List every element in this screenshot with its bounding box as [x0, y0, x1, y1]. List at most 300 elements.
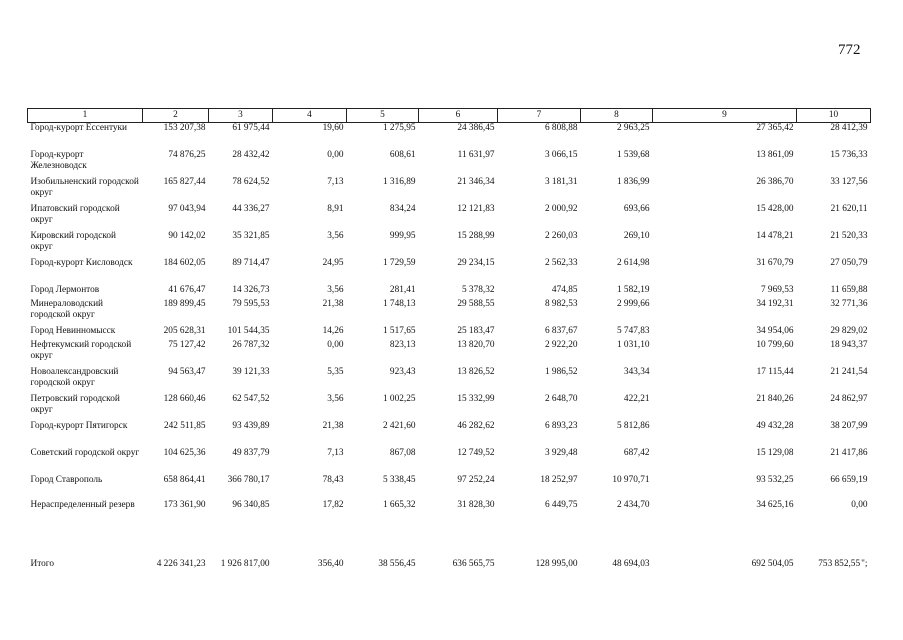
cell-col-8 [581, 123, 653, 151]
cell-value: 636 565,75 [452, 559, 495, 569]
row-name: Город-курорт Кисловодск [30, 258, 133, 268]
table-row [28, 123, 871, 151]
cell-value: 687,42 [623, 448, 650, 458]
cell-col-6 [419, 231, 498, 258]
cell-col-2 [143, 123, 209, 151]
cell-value: 39 121,33 [232, 367, 270, 377]
cell-value: 2 562,33 [544, 258, 578, 268]
cell-col-3 [209, 500, 273, 527]
cell-col-2 [143, 475, 209, 489]
cell-value: 11 631,97 [457, 150, 495, 160]
cell-col-10 [797, 500, 871, 527]
cell-value: 0,00 [327, 340, 344, 350]
cell-col-5 [347, 394, 419, 421]
cell-col-10 [797, 231, 871, 258]
cell-col-9 [653, 559, 797, 576]
cell-value: 1 031,10 [616, 340, 650, 350]
table-row [28, 448, 871, 475]
table-row [28, 285, 871, 299]
cell-col-9 [653, 150, 797, 177]
cell-value: 101 544,35 [227, 326, 270, 336]
cell-col-10 [797, 150, 871, 177]
cell-value: 29 234,15 [457, 258, 495, 268]
cell-col-7 [498, 448, 581, 475]
cell-value: 27 365,42 [756, 123, 794, 133]
cell-value: 3 066,15 [544, 150, 578, 160]
cell-value: 19,60 [322, 123, 344, 133]
cell-value: 28 432,42 [232, 150, 270, 160]
cell-value: 2 922,20 [544, 340, 578, 350]
cell-value: 422,21 [623, 394, 650, 404]
cell-value: 34 954,06 [756, 326, 794, 336]
cell-value: 24 386,45 [457, 123, 495, 133]
cell-value: 75 127,42 [168, 340, 206, 350]
row-name: Город Невинномысск [30, 326, 116, 336]
cell-value: 74 876,25 [168, 150, 206, 160]
cell-col-8 [581, 285, 653, 299]
cell-value: 5 747,83 [616, 326, 650, 336]
cell-col-3 [209, 326, 273, 340]
cell-value: 2 260,03 [544, 231, 578, 241]
cell-col-7 [498, 340, 581, 367]
column-header-3: 3 [209, 109, 273, 123]
cell-col-8 [581, 299, 653, 326]
cell-col-8 [581, 500, 653, 527]
cell-value: 35 321,85 [232, 231, 270, 241]
cell-col-8 [581, 150, 653, 177]
cell-value: 2 421,60 [382, 421, 416, 431]
cell-col-5 [347, 475, 419, 489]
cell-value: 21 620,11 [830, 204, 868, 214]
cell-value: 5,35 [327, 367, 344, 377]
cell-value: 1 582,19 [616, 285, 650, 295]
cell-value: 7 969,53 [760, 285, 794, 295]
cell-col-10 [797, 123, 871, 151]
closing-quote-mark: "; [861, 559, 868, 569]
cell-col-6 [419, 340, 498, 367]
cell-value: 17,82 [322, 500, 344, 510]
cell-col-7 [498, 123, 581, 151]
cell-value: 6 449,75 [544, 500, 578, 510]
column-header-4: 4 [273, 109, 347, 123]
cell-value: 2 648,70 [544, 394, 578, 404]
cell-value: 31 828,30 [457, 500, 495, 510]
cell-col-5 [347, 559, 419, 576]
row-name: Кировский городской округ [30, 231, 117, 252]
column-header-8: 8 [581, 109, 653, 123]
cell-value: 49 432,28 [756, 421, 794, 431]
cell-col-2 [143, 204, 209, 231]
cell-value: 2 000,92 [544, 204, 578, 214]
cell-col-7 [498, 150, 581, 177]
table-row [28, 204, 871, 231]
table-row [28, 258, 871, 285]
cell-col-5 [347, 150, 419, 177]
cell-value: 21 840,26 [756, 394, 794, 404]
cell-value: 1 002,25 [382, 394, 416, 404]
spacer-cell [28, 527, 871, 559]
cell-value: 0,00 [851, 500, 868, 510]
cell-value: 26 787,32 [232, 340, 270, 350]
cell-value: 128 995,00 [535, 559, 578, 569]
table-row [28, 177, 871, 204]
cell-col-8 [581, 394, 653, 421]
cell-value: 29 588,55 [457, 299, 495, 309]
cell-value: 18 252,97 [540, 475, 578, 485]
cell-value: 1 316,89 [382, 177, 416, 187]
cell-value: 173 361,90 [163, 500, 206, 510]
cell-col-2 [143, 326, 209, 340]
cell-col-4 [273, 299, 347, 326]
cell-value: 44 336,27 [232, 204, 270, 214]
cell-col-9 [653, 367, 797, 394]
cell-col-2 [143, 299, 209, 326]
row-name: Город Ставрополь [30, 475, 103, 485]
cell-value: 205 628,31 [163, 326, 206, 336]
cell-value: 5 338,45 [382, 475, 416, 485]
cell-col-6 [419, 258, 498, 285]
cell-col-6 [419, 367, 498, 394]
cell-value: 14 478,21 [756, 231, 794, 241]
cell-col-10 [797, 340, 871, 367]
cell-value: 21 346,34 [457, 177, 495, 187]
cell-value: 93 439,89 [232, 421, 270, 431]
cell-col-6 [419, 326, 498, 340]
cell-col-10 [797, 204, 871, 231]
cell-value: 1 665,32 [382, 500, 416, 510]
cell-col-10 [797, 421, 871, 448]
cell-col-3 [209, 448, 273, 475]
cell-value: 658 864,41 [163, 475, 206, 485]
cell-value: 33 127,56 [830, 177, 868, 187]
cell-col-4 [273, 367, 347, 394]
cell-col-4 [273, 559, 347, 576]
page-number: 772 [838, 42, 861, 58]
cell-col-9 [653, 299, 797, 326]
cell-col-7 [498, 177, 581, 204]
cell-col-8 [581, 448, 653, 475]
cell-value: 7,13 [327, 448, 344, 458]
cell-value: 13 861,09 [756, 150, 794, 160]
table-row [28, 421, 871, 448]
cell-col-2 [143, 421, 209, 448]
cell-col-7 [498, 475, 581, 489]
cell-value: 343,34 [623, 367, 650, 377]
cell-col-2 [143, 448, 209, 475]
cell-col-3 [209, 421, 273, 448]
cell-col-3 [209, 231, 273, 258]
row-name: Минераловодский городской округ [30, 299, 104, 320]
row-name: Город-курорт Пятигорск [30, 421, 128, 431]
cell-col-2 [143, 231, 209, 258]
cell-value: 3,56 [327, 285, 344, 295]
cell-col-4 [273, 204, 347, 231]
cell-col-4 [273, 231, 347, 258]
cell-value: 8 982,53 [544, 299, 578, 309]
cell-col-5 [347, 326, 419, 340]
cell-col-9 [653, 204, 797, 231]
cell-col-9 [653, 177, 797, 204]
cell-col-10 [797, 258, 871, 285]
cell-col-4 [273, 258, 347, 285]
cell-col-3 [209, 340, 273, 367]
cell-value: 97 252,24 [457, 475, 495, 485]
cell-col-5 [347, 123, 419, 151]
cell-col-4 [273, 421, 347, 448]
spacer-row [28, 489, 871, 500]
header-row [28, 109, 871, 123]
cell-col-3 [209, 258, 273, 285]
cell-value: 8,91 [327, 204, 344, 214]
cell-value: 5 378,32 [461, 285, 495, 295]
cell-col-7 [498, 326, 581, 340]
cell-col-6 [419, 394, 498, 421]
cell-col-7 [498, 285, 581, 299]
cell-value: 366 780,17 [227, 475, 270, 485]
cell-value: 693,66 [623, 204, 650, 214]
cell-value: 6 893,23 [544, 421, 578, 431]
cell-col-2 [143, 340, 209, 367]
cell-col-10 [797, 285, 871, 299]
cell-col-6 [419, 421, 498, 448]
cell-value: 2 434,70 [616, 500, 650, 510]
cell-col-9 [653, 123, 797, 151]
cell-value: 3,56 [327, 394, 344, 404]
cell-col-4 [273, 285, 347, 299]
cell-value: 10 799,60 [756, 340, 794, 350]
cell-value: 21,38 [322, 421, 344, 431]
cell-col-5 [347, 177, 419, 204]
cell-col-2 [143, 258, 209, 285]
cell-value: 923,43 [389, 367, 416, 377]
cell-col-10 [797, 367, 871, 394]
cell-value: 29 829,02 [830, 326, 868, 336]
cell-col-7 [498, 367, 581, 394]
cell-value: 12 121,83 [457, 204, 495, 214]
cell-col-9 [653, 448, 797, 475]
cell-col-4 [273, 123, 347, 151]
cell-value: 6 837,67 [544, 326, 578, 336]
column-header-1: 1 [28, 109, 143, 123]
cell-col-6 [419, 559, 498, 576]
cell-value: 24,95 [322, 258, 344, 268]
cell-col-10 [797, 475, 871, 489]
cell-value: 24 862,97 [830, 394, 868, 404]
cell-col-2 [143, 177, 209, 204]
cell-value: 28 412,39 [830, 123, 868, 133]
cell-value: 3 929,48 [544, 448, 578, 458]
row-name: Город Лермонтов [30, 285, 100, 295]
cell-col-7 [498, 231, 581, 258]
cell-value: 11 659,88 [830, 285, 868, 295]
cell-col-5 [347, 448, 419, 475]
row-name: Петровский городской округ [30, 394, 120, 415]
cell-value: 34 625,16 [756, 500, 794, 510]
cell-value: 27 050,79 [830, 258, 868, 268]
table-row [28, 150, 871, 177]
cell-col-8 [581, 475, 653, 489]
cell-col-5 [347, 340, 419, 367]
cell-value: 867,08 [389, 448, 416, 458]
cell-col-3 [209, 150, 273, 177]
cell-value: 4 226 341,23 [156, 559, 206, 569]
cell-value: 21 520,33 [830, 231, 868, 241]
cell-col-7 [498, 299, 581, 326]
cell-col-6 [419, 150, 498, 177]
total-row [28, 559, 871, 576]
cell-value: 6 808,88 [544, 123, 578, 133]
cell-value: 25 183,47 [457, 326, 495, 336]
row-name: Советский городской округ [30, 448, 140, 458]
cell-col-7 [498, 258, 581, 285]
cell-value: 753 852,55 [818, 559, 861, 569]
cell-col-7 [498, 500, 581, 527]
cell-value: 15 129,08 [756, 448, 794, 458]
cell-value: 61 975,44 [232, 123, 270, 133]
cell-col-9 [653, 231, 797, 258]
cell-col-10 [797, 559, 871, 576]
cell-value: 18 943,37 [830, 340, 868, 350]
table-row [28, 326, 871, 340]
cell-col-8 [581, 258, 653, 285]
cell-value: 32 771,36 [830, 299, 868, 309]
cell-col-3 [209, 367, 273, 394]
cell-col-8 [581, 340, 653, 367]
cell-col-3 [209, 123, 273, 151]
cell-col-10 [797, 326, 871, 340]
cell-value: 269,10 [623, 231, 650, 241]
cell-value: 104 625,36 [163, 448, 206, 458]
cell-value: 608,61 [389, 150, 416, 160]
cell-col-2 [143, 500, 209, 527]
allocation-table [27, 108, 871, 576]
table-row [28, 500, 871, 527]
column-header-6: 6 [419, 109, 498, 123]
cell-col-5 [347, 285, 419, 299]
cell-col-3 [209, 394, 273, 421]
column-header-10: 10 [797, 109, 871, 123]
cell-col-3 [209, 475, 273, 489]
cell-value: 356,40 [317, 559, 344, 569]
cell-col-9 [653, 285, 797, 299]
row-name: Новоалександровский городской округ [30, 367, 119, 388]
cell-value: 823,13 [389, 340, 416, 350]
row-name: Город-курорт Ессентуки [30, 123, 128, 133]
cell-col-8 [581, 177, 653, 204]
cell-value: 1 748,13 [382, 299, 416, 309]
cell-value: 3 181,31 [544, 177, 578, 187]
cell-value: 79 595,53 [232, 299, 270, 309]
cell-col-8 [581, 326, 653, 340]
cell-value: 78,43 [322, 475, 344, 485]
cell-value: 49 837,79 [232, 448, 270, 458]
cell-col-5 [347, 500, 419, 527]
cell-col-7 [498, 204, 581, 231]
cell-col-6 [419, 204, 498, 231]
row-name: Нефтекумский городской округ [30, 340, 132, 361]
table-body [28, 123, 871, 577]
cell-value: 281,41 [389, 285, 416, 295]
cell-value: 46 282,62 [457, 421, 495, 431]
table-row [28, 299, 871, 326]
cell-col-4 [273, 177, 347, 204]
cell-col-6 [419, 448, 498, 475]
cell-col-4 [273, 394, 347, 421]
cell-col-9 [653, 394, 797, 421]
cell-value: 17 115,44 [756, 367, 794, 377]
cell-value: 97 043,94 [168, 204, 206, 214]
cell-value: 184 602,05 [163, 258, 206, 268]
cell-value: 15 428,00 [756, 204, 794, 214]
cell-value: 242 511,85 [164, 421, 206, 431]
table-row [28, 394, 871, 421]
cell-col-6 [419, 475, 498, 489]
cell-col-6 [419, 123, 498, 151]
cell-col-5 [347, 231, 419, 258]
cell-value: 15 736,33 [830, 150, 868, 160]
cell-value: 1 729,59 [382, 258, 416, 268]
cell-value: 1 517,65 [382, 326, 416, 336]
cell-value: 1 539,68 [616, 150, 650, 160]
cell-col-10 [797, 394, 871, 421]
cell-col-7 [498, 421, 581, 448]
table-row [28, 367, 871, 394]
cell-value: 26 386,70 [756, 177, 794, 187]
cell-col-9 [653, 258, 797, 285]
cell-value: 34 192,31 [756, 299, 794, 309]
cell-col-4 [273, 500, 347, 527]
cell-col-4 [273, 448, 347, 475]
table-row [28, 231, 871, 258]
table-row [28, 475, 871, 489]
cell-col-5 [347, 258, 419, 285]
cell-value: 31 670,79 [756, 258, 794, 268]
cell-col-5 [347, 367, 419, 394]
column-header-9: 9 [653, 109, 797, 123]
cell-value: 692 504,05 [751, 559, 794, 569]
cell-col-7 [498, 394, 581, 421]
cell-value: 96 340,85 [232, 500, 270, 510]
cell-value: 90 142,02 [168, 231, 206, 241]
cell-col-2 [143, 367, 209, 394]
cell-col-6 [419, 177, 498, 204]
column-header-2: 2 [143, 109, 209, 123]
cell-value: 474,85 [551, 285, 578, 295]
cell-value: 165 827,44 [163, 177, 206, 187]
cell-value: 41 676,47 [168, 285, 206, 295]
cell-col-7 [498, 559, 581, 576]
cell-col-4 [273, 150, 347, 177]
cell-value: 21,38 [322, 299, 344, 309]
cell-col-6 [419, 285, 498, 299]
cell-col-2 [143, 285, 209, 299]
spacer-cell [28, 489, 871, 500]
cell-value: 3,56 [327, 231, 344, 241]
cell-col-3 [209, 285, 273, 299]
cell-col-4 [273, 475, 347, 489]
cell-col-4 [273, 340, 347, 367]
cell-value: 93 532,25 [756, 475, 794, 485]
cell-value: 10 970,71 [612, 475, 650, 485]
row-name: Город-курорт Железноводск [30, 150, 87, 171]
cell-col-9 [653, 475, 797, 489]
cell-col-9 [653, 326, 797, 340]
cell-value: 1 275,95 [382, 123, 416, 133]
cell-col-8 [581, 421, 653, 448]
cell-value: 2 963,25 [616, 123, 650, 133]
cell-value: 0,00 [327, 150, 344, 160]
cell-value: 13 820,70 [457, 340, 495, 350]
